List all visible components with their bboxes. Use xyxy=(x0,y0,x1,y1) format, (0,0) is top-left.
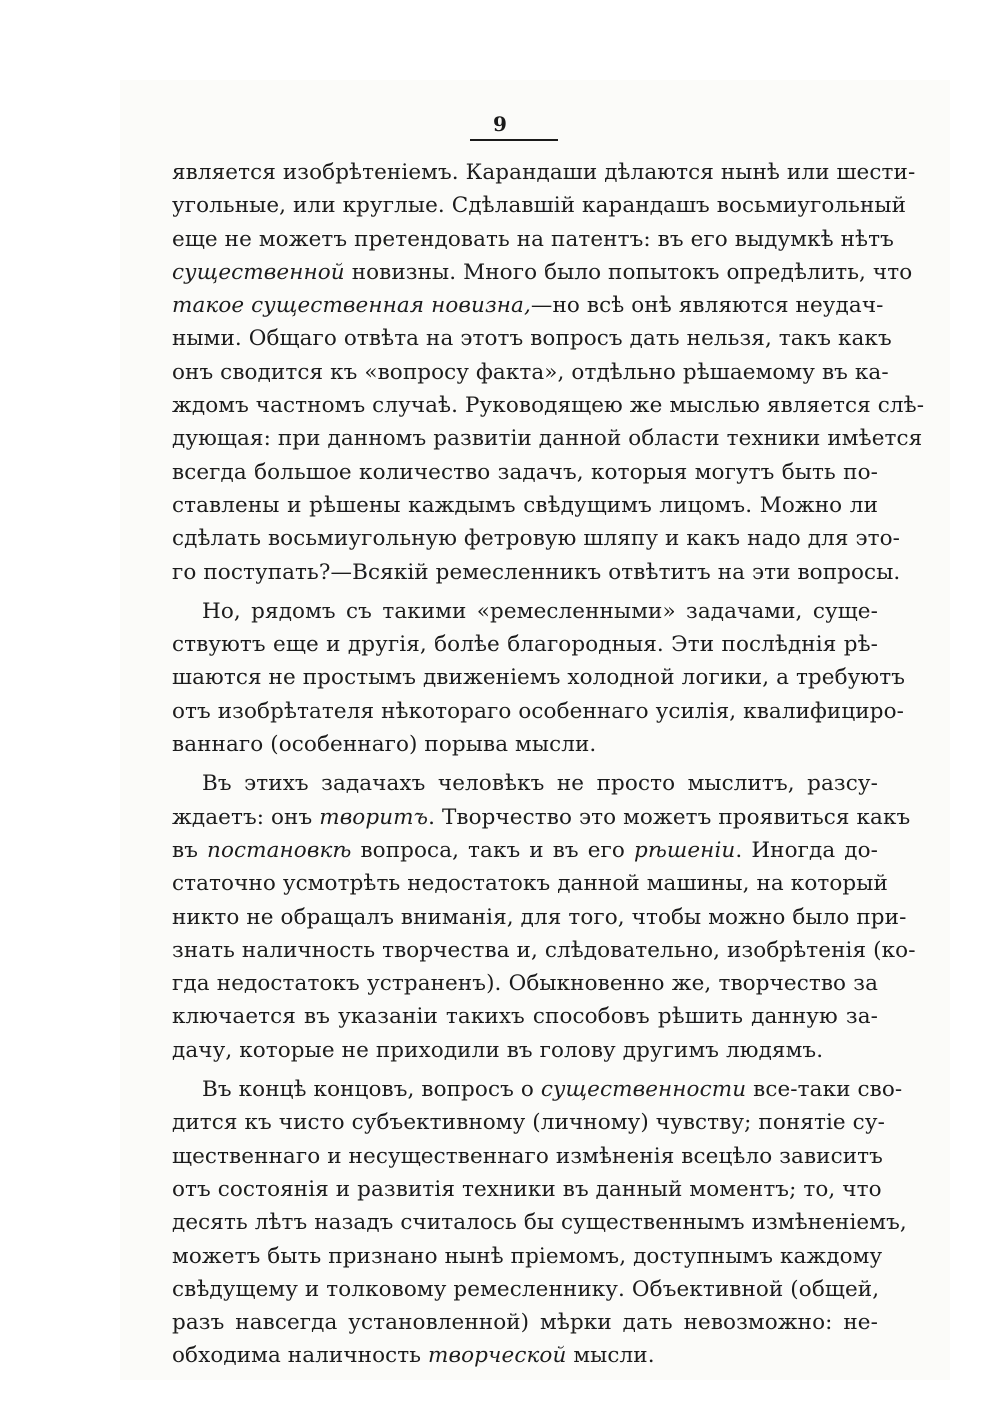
text-line xyxy=(172,422,923,455)
text-span: является изобрѣтеніемъ. Карандаши дѣлаются нынѣ или шести- xyxy=(172,160,916,185)
text-span: ными. Общаго отвѣта на этотъ вопросъ дать нельзя, такъ какъ xyxy=(172,326,892,352)
text-span: ключается въ указаніи такихъ способовъ рѣшить данную за- xyxy=(172,1004,878,1030)
text-line xyxy=(172,156,916,189)
text-span: Въ этихъ задачахъ человѣкъ не просто мыслитъ, разсу- xyxy=(202,771,878,797)
text-span: еще не можетъ претендовать на патентъ: въ его выдумкѣ нѣтъ xyxy=(172,226,894,252)
text-line xyxy=(172,489,878,522)
text-span: все-таки сво- xyxy=(746,1077,903,1103)
text-span: . Творчество это можетъ проявиться какъ xyxy=(428,804,911,830)
text-span: мысли. xyxy=(566,1343,655,1369)
text-line xyxy=(172,289,884,322)
text-span: отъ изобрѣтателя нѣкотораго особеннаго усилія, квалифициро- xyxy=(172,698,904,724)
italic-span: существенности xyxy=(540,1077,747,1103)
paragraph xyxy=(172,595,906,761)
text-line xyxy=(172,628,878,661)
text-line xyxy=(172,1106,885,1139)
text-span: Но, рядомъ съ такими «ремесленными» задачами, суще- xyxy=(202,598,878,624)
text-span: ждаетъ: онъ xyxy=(172,804,320,830)
text-line xyxy=(172,356,889,389)
italic-span: творческой xyxy=(428,1343,567,1369)
italic-span: рѣшеніи xyxy=(633,837,736,863)
text-span: новизны. Много было попытокъ опредѣлить, что xyxy=(351,259,913,285)
text-span: ваннаго (особеннаго) порыва мысли. xyxy=(172,732,597,758)
italic-span: существенной xyxy=(172,259,352,285)
text-line xyxy=(172,834,878,867)
text-line xyxy=(172,801,911,834)
text-line xyxy=(172,1339,878,1372)
text-line xyxy=(172,1140,883,1173)
text-span: можетъ быть признано нынѣ пріемомъ, доступнымъ каждому xyxy=(172,1243,883,1269)
text-span: ждомъ частномъ случаѣ. Руководящею же мыслью является слѣ- xyxy=(172,393,925,419)
text-line xyxy=(172,456,878,489)
italic-span: такое существенная новизна, xyxy=(172,293,531,319)
paragraph xyxy=(172,1073,907,1373)
italic-span: творитъ xyxy=(319,804,429,830)
text-line xyxy=(172,595,878,628)
text-span: щественнаго и несущественнаго измѣненія всецѣло зависитъ xyxy=(172,1143,883,1169)
text-span: угольные, или круглые. Сдѣлавшій карандашъ восьмиугольный xyxy=(172,193,907,219)
text-line xyxy=(172,1034,878,1067)
body-text xyxy=(172,156,925,1373)
text-span: обходима наличность xyxy=(172,1343,429,1369)
text-line xyxy=(172,1206,907,1239)
text-line xyxy=(172,1306,878,1339)
text-span: отъ состоянія и развитія техники въ данный моментъ; то, что xyxy=(172,1176,882,1202)
text-line xyxy=(172,1073,903,1106)
text-line xyxy=(172,901,907,934)
text-span: дится къ чисто субъективному (личному) чувству; понятіе су- xyxy=(172,1110,885,1136)
text-line xyxy=(172,322,892,355)
italic-span: постановкѣ xyxy=(207,837,352,863)
text-line xyxy=(172,695,904,728)
text-span: статочно усмотрѣть недостатокъ данной машины, на который xyxy=(172,871,888,897)
text-span: никто не обращалъ вниманія, для того, чтобы можно было при- xyxy=(172,904,907,930)
text-line xyxy=(172,967,878,1000)
text-line xyxy=(172,1173,882,1206)
paragraph xyxy=(172,156,925,589)
text-span: ствуютъ еще и другія, болѣе благородныя. Эти послѣднія рѣ- xyxy=(172,632,878,658)
text-line xyxy=(172,522,901,555)
text-line xyxy=(172,867,888,900)
text-line xyxy=(172,767,878,800)
text-span: дачу, которые не приходили въ голову другимъ людямъ. xyxy=(172,1037,824,1063)
page-number: 9 xyxy=(493,112,507,136)
text-line xyxy=(172,223,894,256)
text-span: ставлены и рѣшены каждымъ свѣдущимъ лицомъ. Можно ли xyxy=(172,492,878,518)
paragraph xyxy=(172,767,916,1067)
text-line xyxy=(172,256,913,289)
text-span: всегда большое количество задачъ, которыя могутъ быть по- xyxy=(172,459,878,485)
text-line xyxy=(172,556,901,589)
text-span: гда недостатокъ устраненъ). Обыкновенно же, творчество за xyxy=(172,971,878,997)
text-line xyxy=(172,1273,878,1306)
text-span: онъ сводится къ «вопросу факта», отдѣльно рѣшаемому въ ка- xyxy=(172,359,889,385)
text-line xyxy=(172,389,925,422)
text-span: разъ навсегда установленной) мѣрки дать невозможно: не- xyxy=(172,1310,878,1336)
text-span: свѣдущему и толковому ремесленнику. Объективной (общей, xyxy=(172,1276,880,1302)
text-span: го поступать?—Всякій ремесленникъ отвѣтитъ на эти вопросы. xyxy=(172,559,901,585)
text-line xyxy=(172,1240,883,1273)
text-span: —но всѣ онѣ являются неудач- xyxy=(530,293,884,319)
text-span: сдѣлать восьмиугольную фетровую шляпу и какъ надо для это- xyxy=(172,526,901,552)
text-span: дующая: при данномъ развитіи данной области техники имѣется xyxy=(172,426,923,452)
text-span: шаются не простымъ движеніемъ холодной логики, а требуютъ xyxy=(172,665,906,691)
text-span: Въ концѣ концовъ, вопросъ о xyxy=(202,1077,541,1103)
text-line xyxy=(172,1000,878,1033)
text-span: въ xyxy=(172,837,207,863)
text-span: знать наличность творчества и, слѣдовательно, изобрѣтенія (ко- xyxy=(172,937,916,963)
text-line xyxy=(172,728,878,761)
text-line xyxy=(172,661,906,694)
text-line xyxy=(172,934,916,967)
text-span: . Иногда до- xyxy=(735,837,879,863)
text-span: десять лѣтъ назадъ считалось бы существеннымъ измѣненіемъ, xyxy=(172,1210,907,1236)
page-number-rule xyxy=(470,139,558,141)
text-span: вопроса, такъ и въ его xyxy=(351,837,634,863)
text-line xyxy=(172,189,907,222)
